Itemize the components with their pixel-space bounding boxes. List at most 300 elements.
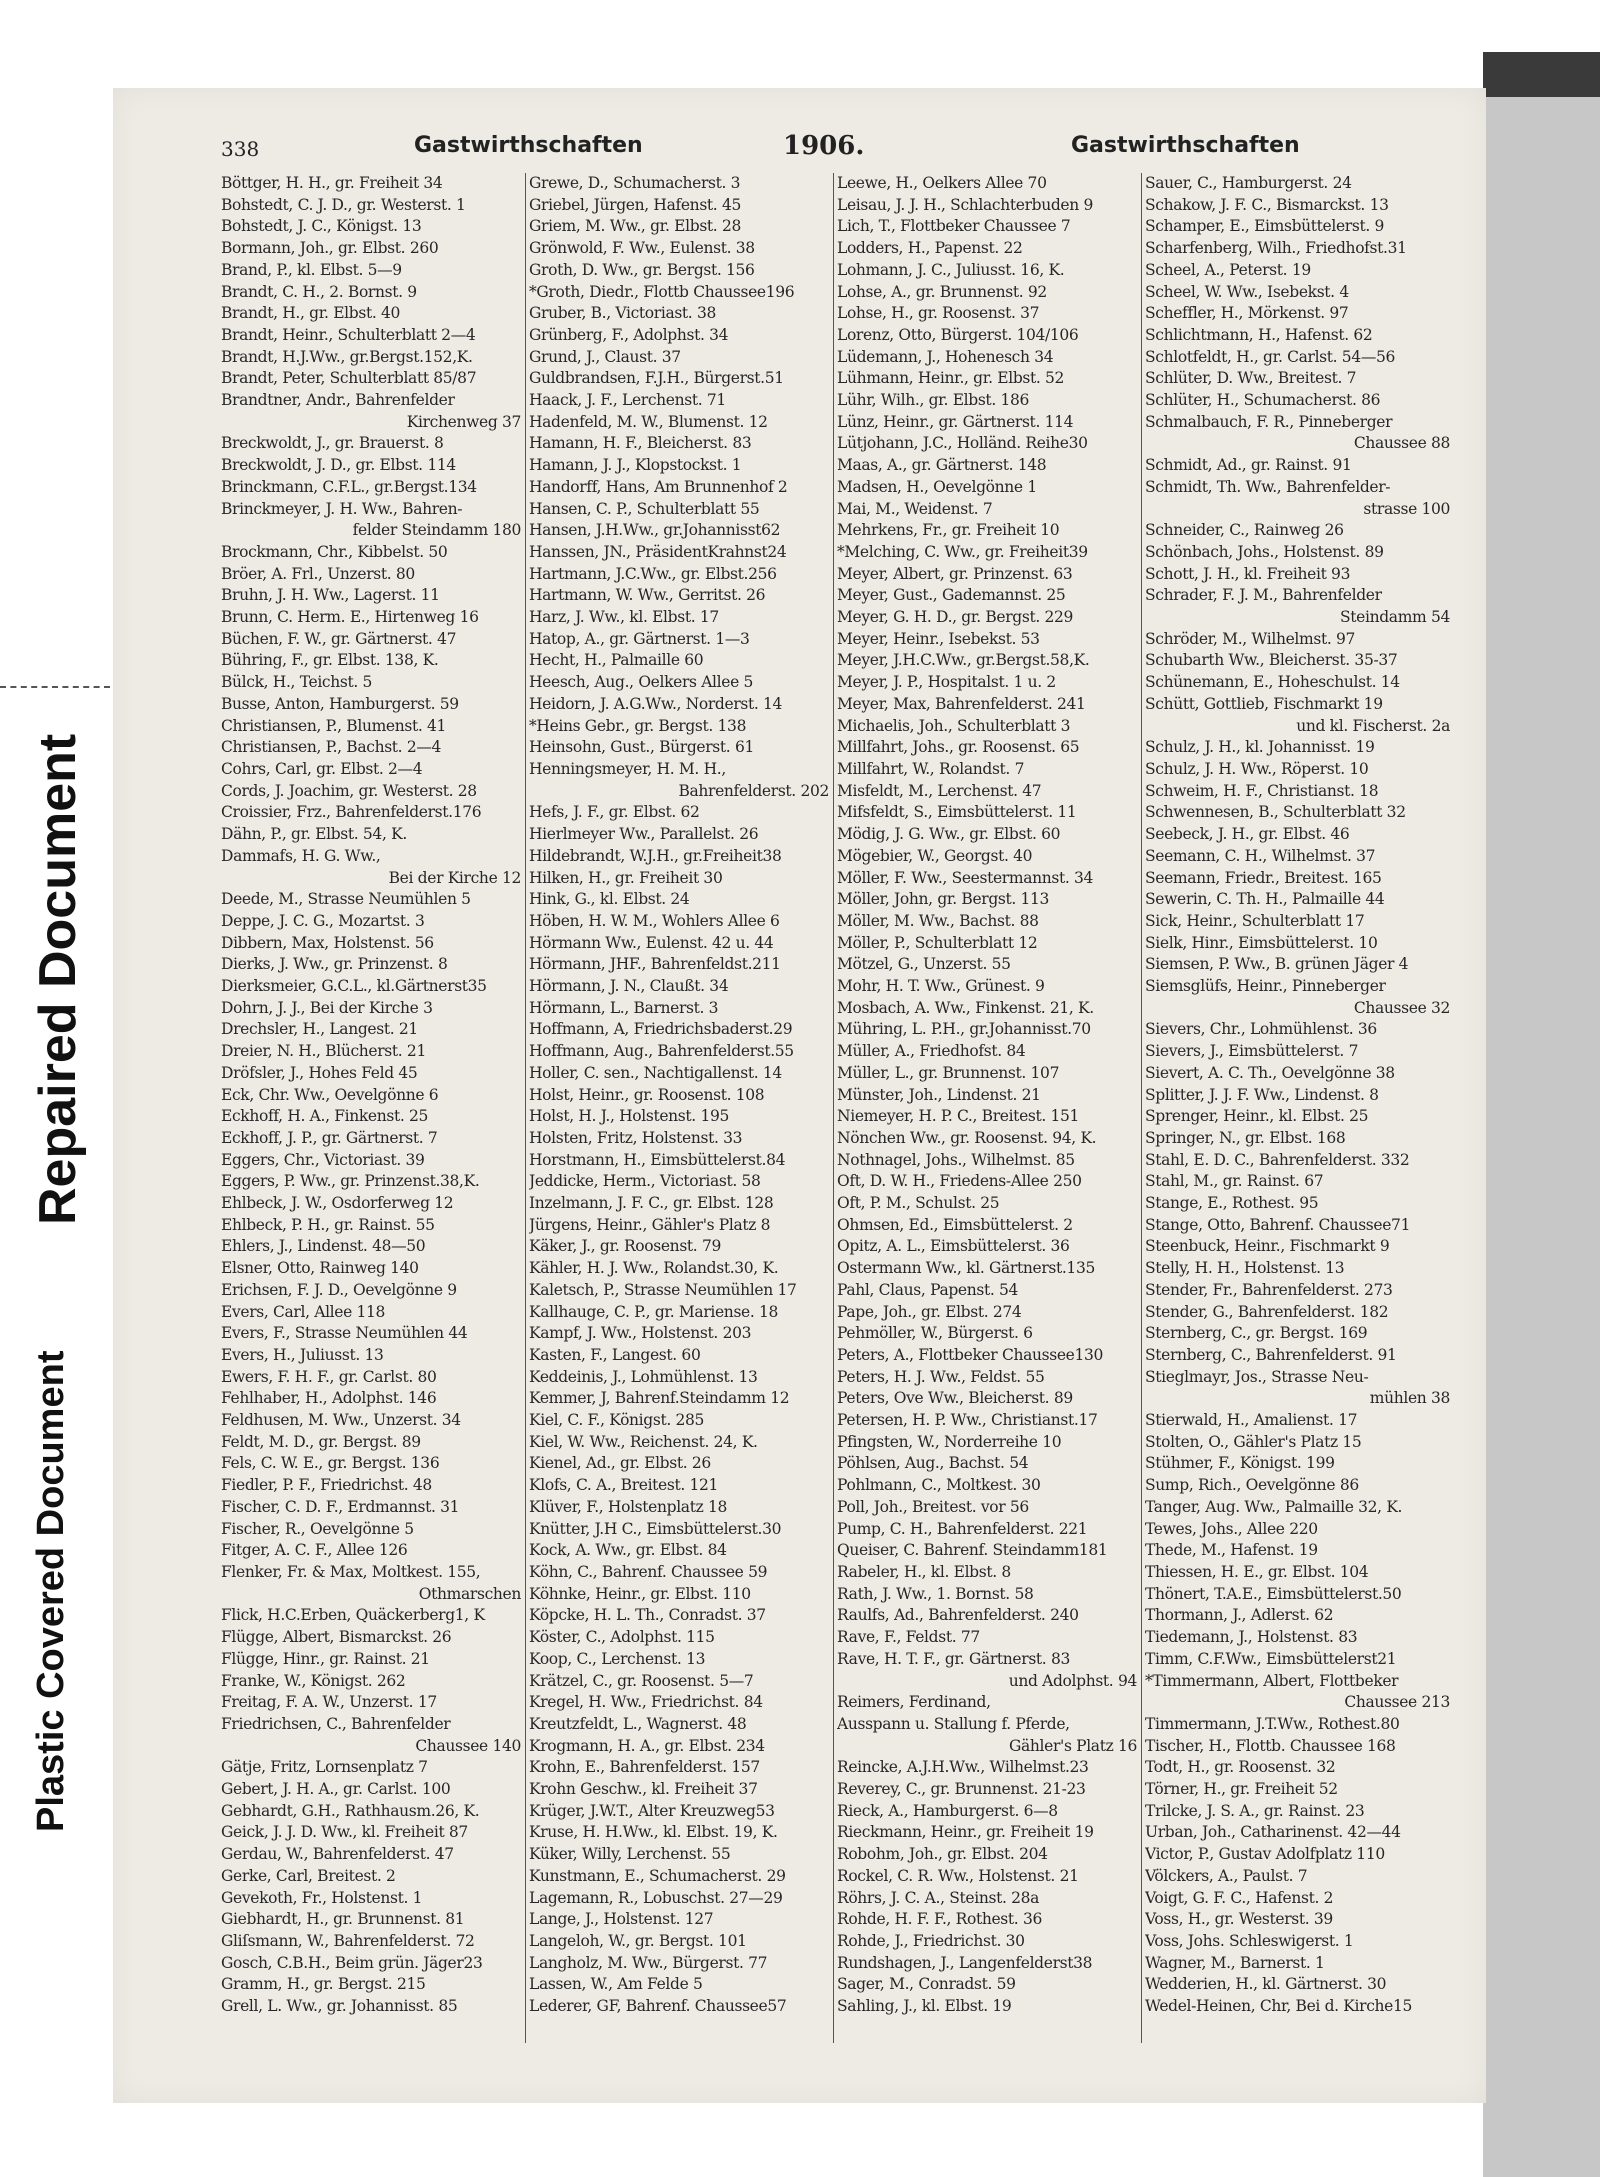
directory-entry: Ausspann u. Stallung f. Pferde,	[837, 1714, 1070, 1733]
running-head-year: 1906.	[783, 131, 865, 161]
directory-entry: Kampf, J. Ww., Holstenst. 203	[529, 1324, 752, 1343]
directory-entry: Harz, J. Ww., kl. Elbst. 17	[529, 608, 719, 627]
directory-entry: Lagemann, R., Lobuschst. 27—29	[529, 1888, 783, 1907]
directory-entry: Deede, M., Strasse Neumühlen 5	[221, 890, 471, 909]
directory-entry: Seemann, C. H., Wilhelmst. 37	[1145, 846, 1376, 865]
directory-entry: Köhnke, Heinr., gr. Elbst. 110	[529, 1584, 751, 1603]
directory-entry: und kl. Fischerst. 2a	[1296, 716, 1450, 735]
directory-entry: Stahl, E. D. C., Bahrenfelderst. 332	[1145, 1150, 1410, 1169]
directory-entry: Mühring, L. P.H., gr.Johannisst.70	[837, 1020, 1091, 1039]
directory-entry: felder Steindamm 180	[352, 521, 521, 540]
directory-entry: Kock, A. Ww., gr. Elbst. 84	[529, 1541, 727, 1560]
directory-entry: Wagner, M., Barnerst. 1	[1145, 1953, 1325, 1972]
directory-entry: Bahrenfelderst. 202	[678, 781, 829, 800]
directory-entry: Brockmann, Chr., Kibbelst. 50	[221, 542, 448, 561]
directory-entry: Mifsfeldt, S., Eimsbüttelerst. 11	[837, 803, 1077, 822]
directory-entry: Holst, H. J., Holstenst. 195	[529, 1107, 729, 1126]
directory-entry: Siemsglüfs, Heinr., Pinneberger	[1145, 977, 1386, 996]
directory-entry: Lodders, H., Papenst. 22	[837, 239, 1023, 258]
directory-entry: Tewes, Johs., Allee 220	[1145, 1519, 1318, 1538]
directory-entry: Dohrn, J. J., Bei der Kirche 3	[221, 998, 433, 1017]
directory-entry: Mötzel, G., Unzerst. 55	[837, 955, 1011, 974]
directory-entry: Peters, H. J. Ww., Feldst. 55	[837, 1367, 1045, 1386]
directory-entry: Scharfenberg, Wilh., Friedhofst.31	[1145, 239, 1407, 258]
directory-entry: Inzelmann, J. F. C., gr. Elbst. 128	[529, 1194, 774, 1213]
directory-entry: Brandtner, Andr., Bahrenfelder	[221, 391, 455, 410]
directory-entry: Jeddicke, Herm., Victoriast. 58	[529, 1172, 761, 1191]
directory-entry: Horstmann, H., Eimsbüttelerst.84	[529, 1150, 786, 1169]
directory-entry: Schlüter, D. Ww., Breitest. 7	[1145, 369, 1357, 388]
directory-entry: Schrader, F. J. M., Bahrenfelder	[1145, 586, 1382, 605]
directory-entry: Sump, Rich., Oevelgönne 86	[1145, 1476, 1359, 1495]
directory-entry: Rieckmann, Heinr., gr. Freiheit 19	[837, 1823, 1094, 1842]
directory-entry: Hildebrandt, W.J.H., gr.Freiheit38	[529, 846, 782, 865]
directory-entry: Meyer, Heinr., Isebekst. 53	[837, 629, 1040, 648]
directory-entry: Thede, M., Hafenst. 19	[1145, 1541, 1318, 1560]
directory-entry: Dierksmeier, G.C.L., kl.Gärtnerst35	[221, 977, 487, 996]
directory-entry: Hamann, H. F., Bleicherst. 83	[529, 434, 752, 453]
directory-entry: Sternberg, C., gr. Bergst. 169	[1145, 1324, 1368, 1343]
directory-entry: Scheel, A., Peterst. 19	[1145, 260, 1311, 279]
directory-entry: Lohse, A., gr. Brunnenst. 92	[837, 282, 1047, 301]
directory-entry: Flügge, Hinr., gr. Rainst. 21	[221, 1649, 430, 1668]
directory-entry: Thönert, T.A.E., Eimsbüttelerst.50	[1145, 1584, 1402, 1603]
directory-entry: Rockel, C. R. Ww., Holstenst. 21	[837, 1866, 1079, 1885]
directory-entry: Leewe, H., Oelkers Allee 70	[837, 174, 1047, 192]
directory-entry: Schünemann, E., Hoheschulst. 14	[1145, 673, 1400, 692]
directory-entry: Friedrichsen, C., Bahrenfelder	[221, 1714, 451, 1733]
directory-entry: Chaussee 213	[1344, 1693, 1450, 1712]
directory-entry: Hatop, A., gr. Gärtnerst. 1—3	[529, 629, 750, 648]
directory-entry: Dammafs, H. G. Ww.,	[221, 846, 381, 865]
column-rule	[525, 173, 526, 2043]
directory-entry: Brandt, C. H., 2. Bornst. 9	[221, 282, 417, 301]
directory-entry: Dröfsler, J., Hohes Feld 45	[221, 1063, 418, 1082]
directory-entry: Christiansen, P., Bachst. 2—4	[221, 738, 442, 757]
directory-entry: Kallhauge, C. P., gr. Mariense. 18	[529, 1302, 779, 1321]
directory-entry: Hörmann, J. N., Claußt. 34	[529, 977, 729, 996]
directory-entry: Hartmann, J.C.Ww., gr. Elbst.256	[529, 564, 777, 583]
directory-entry: Fehlhaber, H., Adolphst. 146	[221, 1389, 437, 1408]
directory-entry: Maas, A., gr. Gärtnerst. 148	[837, 456, 1047, 475]
directory-entry: Scheffler, H., Mörkenst. 97	[1145, 304, 1349, 323]
directory-entry: Bülck, H., Teichst. 5	[221, 673, 373, 692]
directory-entry: Heesch, Aug., Oelkers Allee 5	[529, 673, 754, 692]
directory-entry: Rabeler, H., kl. Elbst. 8	[837, 1563, 1011, 1581]
directory-entry: Rave, F., Feldst. 77	[837, 1628, 980, 1647]
directory-entry: Möller, F. Ww., Seestermannst. 34	[837, 868, 1094, 887]
directory-entry: Hoffmann, Aug., Bahrenfelderst.55	[529, 1042, 794, 1061]
directory-entry: Breckwoldt, J. D., gr. Elbst. 114	[221, 456, 456, 475]
directory-entry: Freitag, F. A. W., Unzerst. 17	[221, 1693, 437, 1712]
directory-entry: Pfingsten, W., Norderreihe 10	[837, 1432, 1062, 1451]
directory-entry: *Timmermann, Albert, Flottbeker	[1145, 1671, 1399, 1690]
directory-entry: Rave, H. T. F., gr. Gärtnerst. 83	[837, 1649, 1070, 1668]
directory-entry: Möller, M. Ww., Bachst. 88	[837, 911, 1039, 930]
directory-entry: Breckwoldt, J., gr. Brauerst. 8	[221, 434, 444, 453]
directory-entry: Hörmann, JHF., Bahrenfeldst.211	[529, 955, 781, 974]
directory-entry: Müller, A., Friedhofst. 84	[837, 1042, 1026, 1061]
directory-entry: Schmalbauch, F. R., Pinneberger	[1145, 412, 1393, 431]
directory-column-2	[529, 173, 829, 2018]
directory-entry: Hansen, J.H.Ww., gr.Johannisst62	[529, 521, 781, 540]
directory-entry: Kiel, W. Ww., Reichenst. 24, K.	[529, 1432, 758, 1451]
directory-entry: Elsner, Otto, Rainweg 140	[221, 1259, 419, 1278]
directory-entry: Lohmann, J. C., Juliusst. 16, K.	[837, 260, 1065, 279]
directory-entry: Brandt, Peter, Schulterblatt 85/87	[221, 369, 477, 388]
directory-entry: Brinckmeyer, J. H. Ww., Bahren-	[221, 499, 463, 518]
directory-entry: Münster, Joh., Lindenst. 21	[837, 1085, 1041, 1104]
directory-entry: Sievers, Chr., Lohmühlenst. 36	[1145, 1020, 1377, 1039]
directory-entry: Flenker, Fr. & Max, Moltkest. 155,	[221, 1563, 481, 1581]
directory-entry: Haack, J. F., Lerchenst. 71	[529, 391, 726, 410]
directory-entry: Brinckmann, C.F.L., gr.Bergst.134	[221, 477, 477, 496]
directory-entry: Stahl, M., gr. Rainst. 67	[1145, 1172, 1324, 1191]
directory-entry: Hilken, H., gr. Freiheit 30	[529, 868, 723, 887]
directory-entry: Pöhlsen, Aug., Bachst. 54	[837, 1454, 1029, 1473]
directory-entry: Raulfs, Ad., Bahrenfelderst. 240	[837, 1606, 1079, 1625]
directory-entry: Bühring, F., gr. Elbst. 138, K.	[221, 651, 439, 670]
directory-entry: Timmermann, J.T.Ww., Rothest.80	[1145, 1714, 1400, 1733]
directory-entry: Kähler, H. J. Ww., Rolandst.30, K.	[529, 1259, 779, 1278]
directory-entry: Millfahrt, Johs., gr. Roosenst. 65	[837, 738, 1080, 757]
directory-entry: Pump, C. H., Bahrenfelderst. 221	[837, 1519, 1088, 1538]
directory-entry: Möller, John, gr. Bergst. 113	[837, 890, 1050, 909]
directory-entry: Victor, P., Gustav Adolfplatz 110	[1145, 1845, 1385, 1864]
directory-entry: Seemann, Friedr., Breitest. 165	[1145, 868, 1382, 887]
directory-entry: Hink, G., kl. Elbst. 24	[529, 890, 690, 909]
directory-entry: Büchen, F. W., gr. Gärtnerst. 47	[221, 629, 457, 648]
directory-entry: Evers, Carl, Allee 118	[221, 1302, 386, 1321]
directory-entry: Kruse, H. H.Ww., kl. Elbst. 19, K.	[529, 1823, 778, 1842]
directory-entry: Törner, H., gr. Freiheit 52	[1145, 1780, 1338, 1799]
directory-entry: Ewers, F. H. F., gr. Carlst. 80	[221, 1367, 437, 1386]
plastic-covered-document-label: Plastic Covered Document	[30, 1350, 72, 1832]
directory-entry: Reverey, C., gr. Brunnenst. 21-23	[837, 1780, 1086, 1799]
directory-entry: Dreier, N. H., Blücherst. 21	[221, 1042, 426, 1061]
directory-entry: Schlüter, H., Schumacherst. 86	[1145, 391, 1381, 410]
directory-entry: Hadenfeld, M. W., Blumenst. 12	[529, 412, 768, 431]
directory-entry: Gruber, B., Victoriast. 38	[529, 304, 716, 323]
directory-entry: Michaelis, Joh., Schulterblatt 3	[837, 716, 1071, 735]
directory-entry: Reincke, A.J.H.Ww., Wilhelmst.23	[837, 1758, 1089, 1777]
directory-entry: Kiel, C. F., Königst. 285	[529, 1411, 705, 1430]
directory-entry: Ehlbeck, J. W., Osdorferweg 12	[221, 1194, 454, 1213]
directory-entry: Reimers, Ferdinand,	[837, 1693, 991, 1712]
directory-entry: Koop, C., Lerchenst. 13	[529, 1649, 706, 1668]
directory-entry: Wedel-Heinen, Chr, Bei d. Kirche15	[1145, 1997, 1413, 2016]
directory-entry: Stieglmayr, Jos., Strasse Neu-	[1145, 1367, 1369, 1386]
directory-entry: Brandt, Heinr., Schulterblatt 2—4	[221, 325, 476, 344]
directory-entry: Schwennesen, B., Schulterblatt 32	[1145, 803, 1406, 822]
directory-entry: Krüger, J.W.T., Alter Kreuzweg53	[529, 1801, 775, 1820]
column-rule	[1141, 173, 1142, 2043]
directory-entry: Sielk, Hinr., Eimsbüttelerst. 10	[1145, 933, 1378, 952]
directory-entry: Völckers, A., Paulst. 7	[1145, 1866, 1308, 1885]
directory-entry: Peters, Ove Ww., Bleicherst. 89	[837, 1389, 1073, 1408]
directory-entry: Nönchen Ww., gr. Roosenst. 94, K.	[837, 1128, 1097, 1147]
directory-entry: Rundshagen, J., Langenfelderst38	[837, 1953, 1093, 1972]
directory-entry: Dähn, P., gr. Elbst. 54, K.	[221, 825, 407, 844]
directory-entry: Eckhoff, J. P., gr. Gärtnerst. 7	[221, 1128, 438, 1147]
directory-entry: Millfahrt, W., Rolandst. 7	[837, 759, 1025, 778]
directory-entry: Gosch, C.B.H., Beim grün. Jäger23	[221, 1953, 483, 1972]
directory-entry: Schlichtmann, H., Hafenst. 62	[1145, 325, 1373, 344]
directory-entry: Bohstedt, J. C., Königst. 13	[221, 217, 422, 236]
directory-entry: Cords, J. Joachim, gr. Westerst. 28	[221, 781, 477, 800]
directory-entry: Rohde, J., Friedrichst. 30	[837, 1931, 1025, 1950]
directory-entry: Bei der Kirche 12	[388, 868, 521, 887]
directory-entry: Thormann, J., Adlerst. 62	[1145, 1606, 1334, 1625]
directory-entry: Voss, H., gr. Westerst. 39	[1145, 1910, 1333, 1929]
directory-entry: Robohm, Joh., gr. Elbst. 204	[837, 1845, 1048, 1864]
directory-entry: Fels, C. W. E., gr. Bergst. 136	[221, 1454, 440, 1473]
directory-entry: Drechsler, H., Langest. 21	[221, 1020, 418, 1039]
directory-entry: Schubarth Ww., Bleicherst. 35-37	[1145, 651, 1398, 670]
directory-entry: Stender, Fr., Bahrenfelderst. 273	[1145, 1280, 1393, 1299]
directory-entry: Tiedemann, J., Holstenst. 83	[1145, 1628, 1358, 1647]
fold-marker-dashes	[0, 686, 110, 688]
directory-entry: Sahling, J., kl. Elbst. 19	[837, 1997, 1012, 2016]
directory-entry: Grewe, D., Schumacherst. 3	[529, 174, 741, 192]
directory-entry: Tischer, H., Flottb. Chaussee 168	[1145, 1736, 1396, 1755]
directory-entry: Schütt, Gottlieb, Fischmarkt 19	[1145, 694, 1383, 713]
directory-entry: Ehlbeck, P. H., gr. Rainst. 55	[221, 1215, 435, 1234]
directory-entry: Knütter, J.H C., Eimsbüttelerst.30	[529, 1519, 782, 1538]
directory-entry: Pehmöller, W., Bürgerst. 6	[837, 1324, 1033, 1343]
directory-entry: Sager, M., Conradst. 59	[837, 1975, 1016, 1994]
directory-entry: Erichsen, F. J. D., Oevelgönne 9	[221, 1280, 457, 1299]
directory-entry: Mai, M., Weidenst. 7	[837, 499, 993, 518]
directory-entry: Feldt, M. D., gr. Bergst. 89	[221, 1432, 421, 1451]
directory-entry: Flügge, Albert, Bismarckst. 26	[221, 1628, 452, 1647]
directory-entry: Mohr, H. T. Ww., Grünest. 9	[837, 977, 1045, 996]
directory-entry: Meyer, Albert, gr. Prinzenst. 63	[837, 564, 1073, 583]
directory-entry: Wedderien, H., kl. Gärtnerst. 30	[1145, 1975, 1387, 1994]
directory-entry: Giebhardt, H., gr. Brunnenst. 81	[221, 1910, 465, 1929]
directory-entry: Scheel, W. Ww., Isebekst. 4	[1145, 282, 1349, 301]
directory-entry: Stange, E., Rothest. 95	[1145, 1194, 1319, 1213]
directory-entry: Brandt, H.J.Ww., gr.Bergst.152,K.	[221, 347, 473, 366]
scan-edge-gray	[1483, 52, 1600, 2177]
directory-entry: Bormann, Joh., gr. Elbst. 260	[221, 239, 439, 258]
directory-entry: Schakow, J. F. C., Bismarckst. 13	[1145, 195, 1389, 214]
directory-entry: Stolten, O., Gähler's Platz 15	[1145, 1432, 1362, 1451]
directory-entry: Handorff, Hans, Am Brunnenhof 2	[529, 477, 788, 496]
directory-entry: Lütjohann, J.C., Holländ. Reihe30	[837, 434, 1088, 453]
directory-entry: Poll, Joh., Breitest. vor 56	[837, 1497, 1029, 1516]
directory-entry: Nothnagel, Johs., Wilhelmst. 85	[837, 1150, 1075, 1169]
directory-entry: Steenbuck, Heinr., Fischmarkt 9	[1145, 1237, 1390, 1256]
directory-entry: Othmarschen	[418, 1584, 521, 1603]
directory-entry: Fischer, C. D. F., Erdmannst. 31	[221, 1497, 460, 1516]
directory-entry: Sprenger, Heinr., kl. Elbst. 25	[1145, 1107, 1369, 1126]
directory-entry: Schneider, C., Rainweg 26	[1145, 521, 1344, 540]
directory-entry: Dibbern, Max, Holstenst. 56	[221, 933, 434, 952]
directory-entry: Christiansen, P., Blumenst. 41	[221, 716, 447, 735]
directory-entry: Hansen, C. P., Schulterblatt 55	[529, 499, 760, 518]
directory-entry: Heinsohn, Gust., Bürgerst. 61	[529, 738, 754, 757]
directory-entry: Gevekoth, Fr., Holstenst. 1	[221, 1888, 423, 1907]
directory-entry: Ohmsen, Ed., Eimsbüttelerst. 2	[837, 1215, 1073, 1234]
directory-entry: Chaussee 140	[415, 1736, 521, 1755]
directory-entry: Meyer, G. H. D., gr. Bergst. 229	[837, 608, 1074, 627]
directory-entry: Eggers, P. Ww., gr. Prinzenst.38,K.	[221, 1172, 480, 1191]
directory-entry: Schmidt, Ad., gr. Rainst. 91	[1145, 456, 1352, 475]
directory-entry: Deppe, J. C. G., Mozartst. 3	[221, 911, 425, 930]
directory-entry: Schönbach, Johs., Holstenst. 89	[1145, 542, 1384, 561]
running-head-right: Gastwirthschaften	[1071, 133, 1300, 158]
directory-entry: Niemeyer, H. P. C., Breitest. 151	[837, 1107, 1080, 1126]
directory-entry: Evers, H., Juliusst. 13	[221, 1345, 384, 1364]
directory-entry: Grund, J., Claust. 37	[529, 347, 681, 366]
directory-entry: Köster, C., Adolphst. 115	[529, 1628, 715, 1647]
directory-entry: Busse, Anton, Hamburgerst. 59	[221, 694, 459, 713]
directory-entry: Meyer, J. P., Hospitalst. 1 u. 2	[837, 673, 1056, 692]
directory-entry: Krohn Geschw., kl. Freiheit 37	[529, 1780, 758, 1799]
directory-entry: Schröder, M., Wilhelmst. 97	[1145, 629, 1356, 648]
directory-entry: Oft, P. M., Schulst. 25	[837, 1194, 1000, 1213]
directory-entry: Leisau, J. J. H., Schlachterbuden 9	[837, 195, 1093, 214]
directory-entry: Schott, J. H., kl. Freiheit 93	[1145, 564, 1351, 583]
directory-entry: Holsten, Fritz, Holstenst. 33	[529, 1128, 743, 1147]
directory-entry: Griebel, Jürgen, Hafenst. 45	[529, 195, 741, 214]
directory-entry: Lühmann, Heinr., gr. Elbst. 52	[837, 369, 1065, 388]
directory-entry: Klüver, F., Holstenplatz 18	[529, 1497, 727, 1516]
directory-entry: Steindamm 54	[1340, 608, 1450, 627]
directory-entry: Chaussee 88	[1353, 434, 1450, 453]
directory-entry: Meyer, J.H.C.Ww., gr.Bergst.58,K.	[837, 651, 1090, 670]
directory-entry: strasse 100	[1363, 499, 1450, 518]
directory-entry: Mehrkens, Fr., gr. Freiheit 10	[837, 521, 1060, 540]
directory-entry: Guldbrandsen, F.J.H., Bürgerst.51	[529, 369, 784, 388]
directory-entry: Kienel, Ad., gr. Elbst. 26	[529, 1454, 711, 1473]
directory-entry: Lich, T., Flottbeker Chaussee 7	[837, 217, 1071, 236]
directory-entry: Grönwold, F. Ww., Eulenst. 38	[529, 239, 755, 258]
directory-column-4	[1145, 173, 1450, 2018]
directory-entry: Bohstedt, C. J. D., gr. Westerst. 1	[221, 195, 466, 214]
directory-entry: Grünberg, F., Adolphst. 34	[529, 325, 729, 344]
directory-entry: Brandt, H., gr. Elbst. 40	[221, 304, 401, 323]
directory-entry: Eck, Chr. Ww., Oevelgönne 6	[221, 1085, 439, 1104]
directory-entry: Keddeinis, J., Lohmühlenst. 13	[529, 1367, 758, 1386]
directory-entry: Sievert, A. C. Th., Oevelgönne 38	[1145, 1063, 1395, 1082]
directory-entry: Hörmann Ww., Eulenst. 42 u. 44	[529, 933, 774, 952]
directory-entry: Chaussee 32	[1353, 998, 1450, 1017]
directory-entry: Lange, J., Holstenst. 127	[529, 1910, 714, 1929]
directory-entry: Köpcke, H. L. Th., Conradst. 37	[529, 1606, 766, 1625]
directory-entry: Petersen, H. P. Ww., Christianst.17	[837, 1411, 1098, 1430]
directory-entry: Feldhusen, M. Ww., Unzerst. 34	[221, 1411, 461, 1430]
directory-entry: Pohlmann, C., Moltkest. 30	[837, 1476, 1041, 1495]
directory-entry: Misfeldt, M., Lerchenst. 47	[837, 781, 1042, 800]
directory-entry: Stender, G., Bahrenfelderst. 182	[1145, 1302, 1389, 1321]
directory-entry: Seebeck, J. H., gr. Elbst. 46	[1145, 825, 1350, 844]
directory-entry: Oft, D. W. H., Friedens-Allee 250	[837, 1172, 1082, 1191]
directory-entry: Köhn, C., Bahrenf. Chaussee 59	[529, 1563, 768, 1581]
directory-entry: Gebert, J. H. A., gr. Carlst. 100	[221, 1780, 451, 1799]
directory-entry: Fischer, R., Oevelgönne 5	[221, 1519, 414, 1538]
directory-entry: Voss, Johs. Schleswigerst. 1	[1145, 1931, 1354, 1950]
directory-entry: Jürgens, Heinr., Gähler's Platz 8	[529, 1215, 771, 1234]
directory-entry: Gätje, Fritz, Lornsenplatz 7	[221, 1758, 428, 1777]
directory-entry: Kunstmann, E., Schumacherst. 29	[529, 1866, 786, 1885]
directory-column-1	[221, 173, 521, 2018]
directory-entry: Gebhardt, G.H., Rathhausm.26, K.	[221, 1801, 480, 1820]
directory-entry: Hamann, J. J., Klopstockst. 1	[529, 456, 742, 475]
directory-entry: Voigt, G. F. C., Hafenst. 2	[1145, 1888, 1334, 1907]
directory-entry: Küker, Willy, Lerchenst. 55	[529, 1845, 731, 1864]
directory-entry: Kemmer, J, Bahrenf.Steindamm 12	[529, 1389, 790, 1408]
directory-entry: Hanssen, JN., PräsidentKrahnst24	[529, 542, 787, 561]
directory-entry: Gliſsmann, W., Bahrenfelderst. 72	[221, 1931, 475, 1950]
directory-entry: Kaletsch, P., Strasse Neumühlen 17	[529, 1280, 797, 1299]
directory-entry: Kregel, H. Ww., Friedrichst. 84	[529, 1693, 763, 1712]
directory-entry: Hecht, H., Palmaille 60	[529, 651, 704, 670]
directory-entry: Thiessen, H. E., gr. Elbst. 104	[1145, 1563, 1369, 1581]
directory-entry: Hefs, J. F., gr. Elbst. 62	[529, 803, 700, 822]
scan-edge-dark	[1483, 52, 1600, 97]
directory-entry: Krogmann, H. A., gr. Elbst. 234	[529, 1736, 765, 1755]
directory-entry: Müller, L., gr. Brunnenst. 107	[837, 1063, 1060, 1082]
directory-entry: Cohrs, Carl, gr. Elbst. 2—4	[221, 759, 423, 778]
directory-entry: Pape, Joh., gr. Elbst. 274	[837, 1302, 1022, 1321]
directory-entry: Todt, H., gr. Roosenst. 32	[1145, 1758, 1336, 1777]
directory-entry: Meyer, Max, Bahrenfelderst. 241	[837, 694, 1086, 713]
directory-entry: Tanger, Aug. Ww., Palmaille 32, K.	[1145, 1497, 1403, 1516]
directory-entry: Klofs, C. A., Breitest. 121	[529, 1476, 719, 1495]
directory-entry: Gerke, Carl, Breitest. 2	[221, 1866, 396, 1885]
directory-entry: Hierlmeyer Ww., Parallelst. 26	[529, 825, 759, 844]
directory-entry: Croissier, Frz., Bahrenfelderst.176	[221, 803, 482, 822]
directory-entry: Hörmann, L., Barnerst. 3	[529, 998, 719, 1017]
directory-entry: Sick, Heinr., Schulterblatt 17	[1145, 911, 1365, 930]
directory-entry: Trilcke, J. S. A., gr. Rainst. 23	[1145, 1801, 1365, 1820]
directory-entry: Eckhoff, H. A., Finkenst. 25	[221, 1107, 429, 1126]
directory-entry: Ehlers, J., Lindenst. 48—50	[221, 1237, 426, 1256]
directory-entry: Käker, J., gr. Roosenst. 79	[529, 1237, 721, 1256]
directory-entry: Langeloh, W., gr. Bergst. 101	[529, 1931, 747, 1950]
directory-entry: Hoffmann, A, Friedrichsbaderst.29	[529, 1020, 793, 1039]
directory-entry: Opitz, A. L., Eimsbüttelerst. 36	[837, 1237, 1070, 1256]
directory-entry: Lorenz, Otto, Bürgerst. 104/106	[837, 325, 1079, 344]
directory-entry: Peters, A., Flottbeker Chaussee130	[837, 1345, 1104, 1364]
running-head-left: Gastwirthschaften	[414, 133, 643, 158]
directory-entry: Lühr, Wilh., gr. Elbst. 186	[837, 391, 1030, 410]
directory-entry: Schamper, E., Eimsbüttelerst. 9	[1145, 217, 1385, 236]
directory-entry: mühlen 38	[1369, 1389, 1450, 1408]
directory-entry: Griem, M. Ww., gr. Elbst. 28	[529, 217, 741, 236]
page-number: 338	[221, 137, 260, 161]
directory-entry: Mögebier, W., Georgst. 40	[837, 846, 1033, 865]
directory-entry: Franke, W., Königst. 262	[221, 1671, 406, 1690]
directory-entry: Lüdemann, J., Hohenesch 34	[837, 347, 1054, 366]
directory-entry: Gähler's Platz 16	[1008, 1736, 1137, 1755]
directory-entry: *Melching, C. Ww., gr. Freiheit39	[837, 542, 1088, 561]
directory-entry: Bröer, A. Frl., Unzerst. 80	[221, 564, 415, 583]
directory-entry: Heidorn, J. A.G.Ww., Norderst. 14	[529, 694, 783, 713]
directory-entry: Rieck, A., Hamburgerst. 6—8	[837, 1801, 1058, 1820]
directory-entry: Mödig, J. G. Ww., gr. Elbst. 60	[837, 825, 1061, 844]
directory-entry: Grell, L. Ww., gr. Johannisst. 85	[221, 1997, 458, 2016]
directory-entry: Fiedler, P. F., Friedrichst. 48	[221, 1476, 432, 1495]
directory-entry: Meyer, Gust., Gademannst. 25	[837, 586, 1066, 605]
directory-entry: Siemsen, P. Ww., B. grünen Jäger 4	[1145, 955, 1409, 974]
directory-entry: Holst, Heinr., gr. Roosenst. 108	[529, 1085, 765, 1104]
directory-entry: Lederer, GF, Bahrenf. Chaussee57	[529, 1997, 787, 2016]
directory-entry: Schweim, H. F., Christianst. 18	[1145, 781, 1379, 800]
directory-entry: Eggers, Chr., Victoriast. 39	[221, 1150, 425, 1169]
